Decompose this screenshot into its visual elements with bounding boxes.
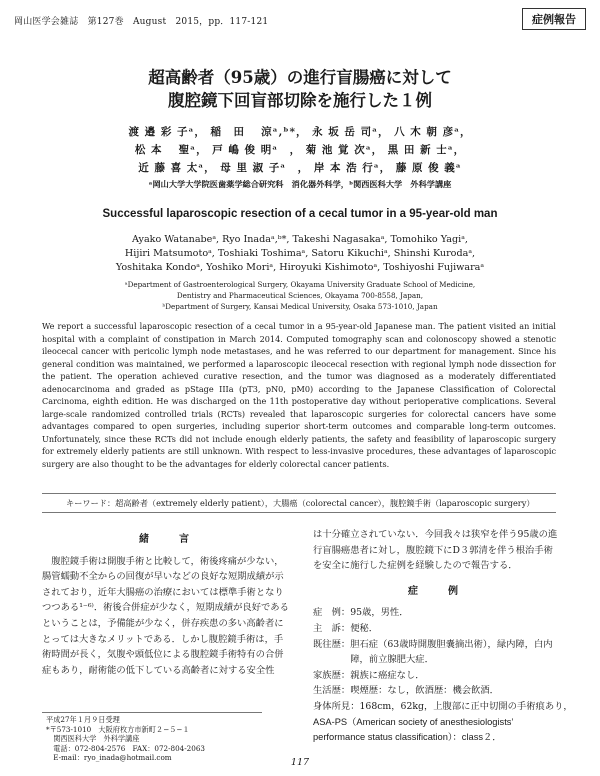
- authors-japanese-line-3: 近 藤 喜 太ᵃ， 母 里 淑 子ᵃ ， 岸 本 浩 行ᵃ， 藤 原 俊 義ᵃ: [138, 162, 462, 174]
- intro-line: 術時間が長く，気腹や頭低位による腹腔鏡手術特有の合併: [42, 649, 284, 661]
- authors-english-line-1: Ayako Watanabeᵃ, Ryo Inadaᵃ,ᵇ*, Takeshi Nagasakaᵃ, Tomohiko Yagiᵃ,: [132, 234, 468, 245]
- authors-english-line-3: Yoshitaka Kondoᵃ, Yoshiko Moriᵃ, Hiroyuki Kishimotoᵃ, Toshiyoshi Fujiwaraᵃ: [115, 262, 485, 273]
- intro-continued-line: は十分確立されていない．今回我々は狭窄を伴う95歳の進: [313, 529, 558, 540]
- case-line: performance status classification）：class２．: [313, 732, 502, 743]
- case-line: 障，前立腺肥大症．: [313, 654, 434, 666]
- affiliation-japanese: ᵃ岡山大学大学院医歯薬学総合研究科 消化器外科学，ᵇ関西医科大学 外科学講座: [148, 179, 452, 189]
- page-number: 117: [290, 757, 310, 768]
- keywords-top-rule: [42, 493, 556, 494]
- footnote-line: E-mail：ryo_inada@hotmail.com: [46, 753, 172, 762]
- case-line: 症 例：95歳，男性．: [313, 607, 409, 619]
- affiliation-english-line-2: Dentistry and Pharmaceutical Sciences, Okayama 700-8558, Japan,: [176, 291, 424, 300]
- case-line: 生活歴：喫煙歴：なし，飲酒歴：機会飲酒．: [313, 685, 499, 697]
- right-column: [313, 527, 573, 746]
- authors-english-line-2: Hijiri Matsumotoᵃ, Toshiaki Toshimaᵃ, Satoru Kikuchiᵃ, Shinshi Kurodaᵃ,: [124, 248, 476, 259]
- intro-line: ということは，予備能が少なく，併存疾患の多い高齢者に: [42, 617, 284, 629]
- introduction-section: [42, 532, 296, 678]
- affiliation-english-line-1: ᵃDepartment of Gastroenterological Surgery, Okayama University Graduate School of Medicine,: [124, 280, 476, 289]
- intro-line: とっては大きなメリットである．しかし腹腔鏡手術は，手: [42, 633, 284, 645]
- footnote-line: *〒573-1010 大阪府枚方市新町２−５−１: [46, 724, 190, 734]
- authors-japanese-line-1: 渡 邉 彩 子ᵃ， 稲 田 涼ᵃ,ᵇ*， 永 坂 岳 司ᵃ， 八 木 朝 彦ᵃ，: [128, 126, 472, 138]
- case-line: 既往歴：胆石症（63歳時開腹胆嚢摘出術），緑内障，白内: [313, 638, 553, 650]
- footnote-line: 平成27年１月９日受理: [46, 715, 120, 724]
- footnote: [46, 715, 205, 763]
- affiliation-english-line-3: ᵇDepartment of Surgery, Kansai Medical University, Osaka 573-1010, Japan: [162, 302, 438, 311]
- keywords: キーワード：超高齢者（extremely elderly patient），大腸癌（colorectal cancer），腹腔鏡手術（laparoscopic surgery）: [66, 498, 535, 508]
- article-type-badge: 症例報告: [522, 8, 586, 30]
- case-line: 主 訴：便秘．: [313, 622, 379, 634]
- intro-line: されており，近年大腸癌の治療においては標準手術となり: [42, 586, 284, 598]
- intro-continued-line: を安全に施行した症例を経験したので報告する．: [313, 560, 518, 572]
- case-heading: 症 例: [408, 585, 468, 597]
- title-english: Successful laparoscopic resection of a cecal tumor in a 95-year-old man: [102, 208, 498, 220]
- intro-line: 腹腔鏡手術は開腹手術と比較して，術後疼痛が少ない，: [51, 555, 284, 567]
- intro-continued-line: 行盲腸癌患者に対し，腹腔鏡下にD３郭清を伴う根治手術: [313, 544, 553, 556]
- intro-line: つつある¹⁻⁶⁾．術後合併症が少なく，短期成績が良好である: [42, 602, 289, 614]
- title-japanese: [0, 66, 600, 112]
- authors-japanese-line-2: 松 本 聖ᵃ， 戸 嶋 俊 明ᵃ ， 菊 池 覚 次ᵃ， 黒 田 新 士ᵃ，: [134, 144, 466, 156]
- running-head: 岡山医学会雑誌 第127巻 August 2015，pp．117-121: [14, 17, 269, 27]
- footnote-rule: [42, 712, 262, 713]
- intro-line: 症もあり，耐術能の低下している高齢者に対する安全性: [42, 664, 275, 676]
- keywords-bottom-rule: [42, 512, 556, 513]
- footnote-line: 電話：072-804-2576 FAX：072-804-2063: [46, 743, 205, 753]
- case-line: ASA-PS（American society of anesthesiologists’: [313, 716, 514, 727]
- abstract: We report a successful laparoscopic resection of a cecal tumor in a 95-year-old Japanese man. The patient visited an initial hospital with a complaint of constipation in March 2014. Computed tomography scan and colonoscopy showed a stenotic ileocecal cancer with pericolic lymph node metastases, and he was referred to our department for management. Since his general condition was maintained, we performed a laparoscopic ileocecal resection with regional lymph node dissection for the patient. The operation achieved curative resection, and the tumor was diagnosed as a moderately differentiated adenocarcinoma and graded as pStage IIIa (pT3, pN0, pM0) according to the Japanese Classification of Colorectal Carcinoma, eighth edition. He was discharged on the 11th postoperative day without perioperative complications. Several large-scale randomized controlled trials (RCTs) revealed that laparoscopic surgeries for colorectal cancers have some advantages compared to open surgeries, including superior short-term outcomes and comparable long-term outcomes. Unfortunately, since these RCTs did not include enough elderly patients, the safety and feasibility of laparoscopic surgery for extremely elderly patients are still unknown. With respect to less-invasive procedures, these advantages of laparoscopic surgery are also thought to be the advantages for elderly colorectal cancer patients.: [42, 321, 556, 469]
- case-line: 身体所見：168cm，62kg，上腹部に正中切開の手術痕あり，: [313, 700, 573, 712]
- title-japanese-line-2: 腹腔鏡下回盲部切除を施行した１例: [168, 91, 432, 110]
- intro-line: 腸管蠕動不全からの回復が早いなどの良好な短期成績が示: [42, 571, 284, 583]
- footnote-line: 関西医科大学 外科学講座: [46, 734, 140, 743]
- introduction-heading: 緒 言: [139, 534, 199, 545]
- case-line: 家族歴：親族に癌症なし．: [313, 669, 425, 681]
- title-japanese-line-1: 超高齢者（95歳）の進行盲腸癌に対して: [148, 68, 452, 87]
